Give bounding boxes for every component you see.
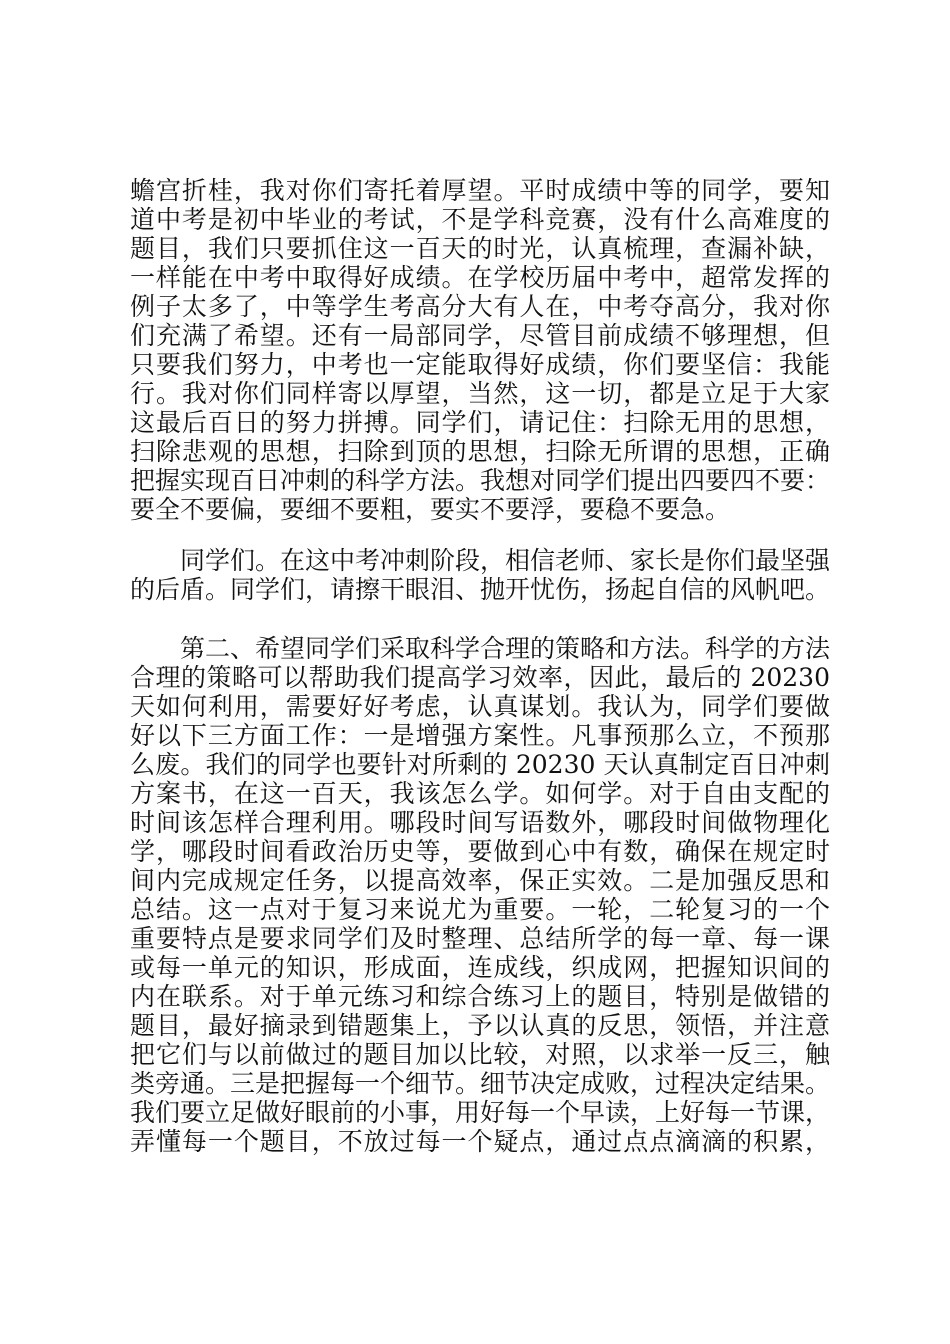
paragraph-students: [130, 546, 830, 604]
paragraph-continuation: [130, 176, 830, 524]
text-line: 我们要立足做好眼前的小事，用好每一个早读，上好每一节课，: [130, 1098, 831, 1127]
text-line: 学，哪段时间看政治历史等，要做到心中有数，确保在规定时: [130, 837, 830, 866]
text-line: 行。我对你们同样寄以厚望，当然，这一切，都是立足于大家: [130, 379, 830, 408]
text-line: 内在联系。对于单元练习和综合练习上的题目，特别是做错的: [130, 982, 830, 1011]
text-line: 第二、希望同学们采取科学合理的策略和方法。科学的方法: [130, 634, 831, 663]
text-line: 蟾宫折桂，我对你们寄托着厚望。平时成绩中等的同学，要知: [130, 176, 830, 205]
paragraph-second-point: [130, 634, 830, 1156]
text-line: 弄懂每一个题目，不放过每一个疑点，通过点点滴滴的积累，: [130, 1127, 830, 1156]
text-line: 例子太多了，中等学生考高分大有人在，中考夺高分，我对你: [130, 292, 830, 321]
text-line: 把握实现百日冲刺的科学方法。我想对同学们提出四要四不要：: [130, 466, 831, 495]
text-line: 这最后百日的努力拼搏。同学们，请记住：扫除无用的思想，: [130, 408, 830, 437]
text-line: 同学们。在这中考冲刺阶段，相信老师、家长是你们最坚强: [130, 546, 831, 575]
text-line: 或每一单元的知识，形成面，连成线，织成网，把握知识间的: [130, 953, 830, 982]
text-line: 扫除悲观的思想，扫除到顶的思想，扫除无所谓的思想，正确: [130, 437, 830, 466]
text-line: 们充满了希望。还有一局部同学，尽管目前成绩不够理想，但: [130, 321, 830, 350]
text-line: 么废。我们的同学也要针对所剩的 20230 天认真制定百日冲刺: [130, 750, 830, 779]
text-line: 天如何利用，需要好好考虑，认真谋划。我认为，同学们要做: [130, 692, 830, 721]
text-line: 把它们与以前做过的题目加以比较，对照，以求举一反三，触: [130, 1040, 830, 1069]
text-line: 重要特点是要求同学们及时整理、总结所学的每一章、每一课: [130, 924, 830, 953]
text-line: 间内完成规定任务，以提高效率，保正实效。二是加强反思和: [130, 866, 830, 895]
text-line: 要全不要偏，要细不要粗，要实不要浮，要稳不要急。: [130, 495, 731, 524]
text-line: 好以下三方面工作：一是增强方案性。凡事预那么立，不预那: [130, 721, 830, 750]
text-line: 总结。这一点对于复习来说尤为重要。一轮，二轮复习的一个: [130, 895, 830, 924]
text-line: 合理的策略可以帮助我们提高学习效率，因此，最后的 20230: [130, 663, 830, 692]
text-line: 类旁通。三是把握每一个细节。细节决定成败，过程决定结果。: [130, 1069, 831, 1098]
text-line: 道中考是初中毕业的考试，不是学科竞赛，没有什么高难度的: [130, 205, 830, 234]
text-line: 只要我们努力，中考也一定能取得好成绩，你们要坚信：我能: [130, 350, 830, 379]
text-line: 题目，最好摘录到错题集上，予以认真的反思，领悟，并注意: [130, 1011, 830, 1040]
text-line: 的后盾。同学们，请擦干眼泪、抛开忧伤，扬起自信的风帆吧。: [130, 575, 831, 604]
text-line: 时间该怎样合理利用。哪段时间写语数外，哪段时间做物理化: [130, 808, 830, 837]
text-line: 一样能在中考中取得好成绩。在学校历届中考中，超常发挥的: [130, 263, 830, 292]
text-line: 题目，我们只要抓住这一百天的时光，认真梳理，查漏补缺，: [130, 234, 830, 263]
text-line: 方案书，在这一百天，我该怎么学。如何学。对于自由支配的: [130, 779, 830, 808]
